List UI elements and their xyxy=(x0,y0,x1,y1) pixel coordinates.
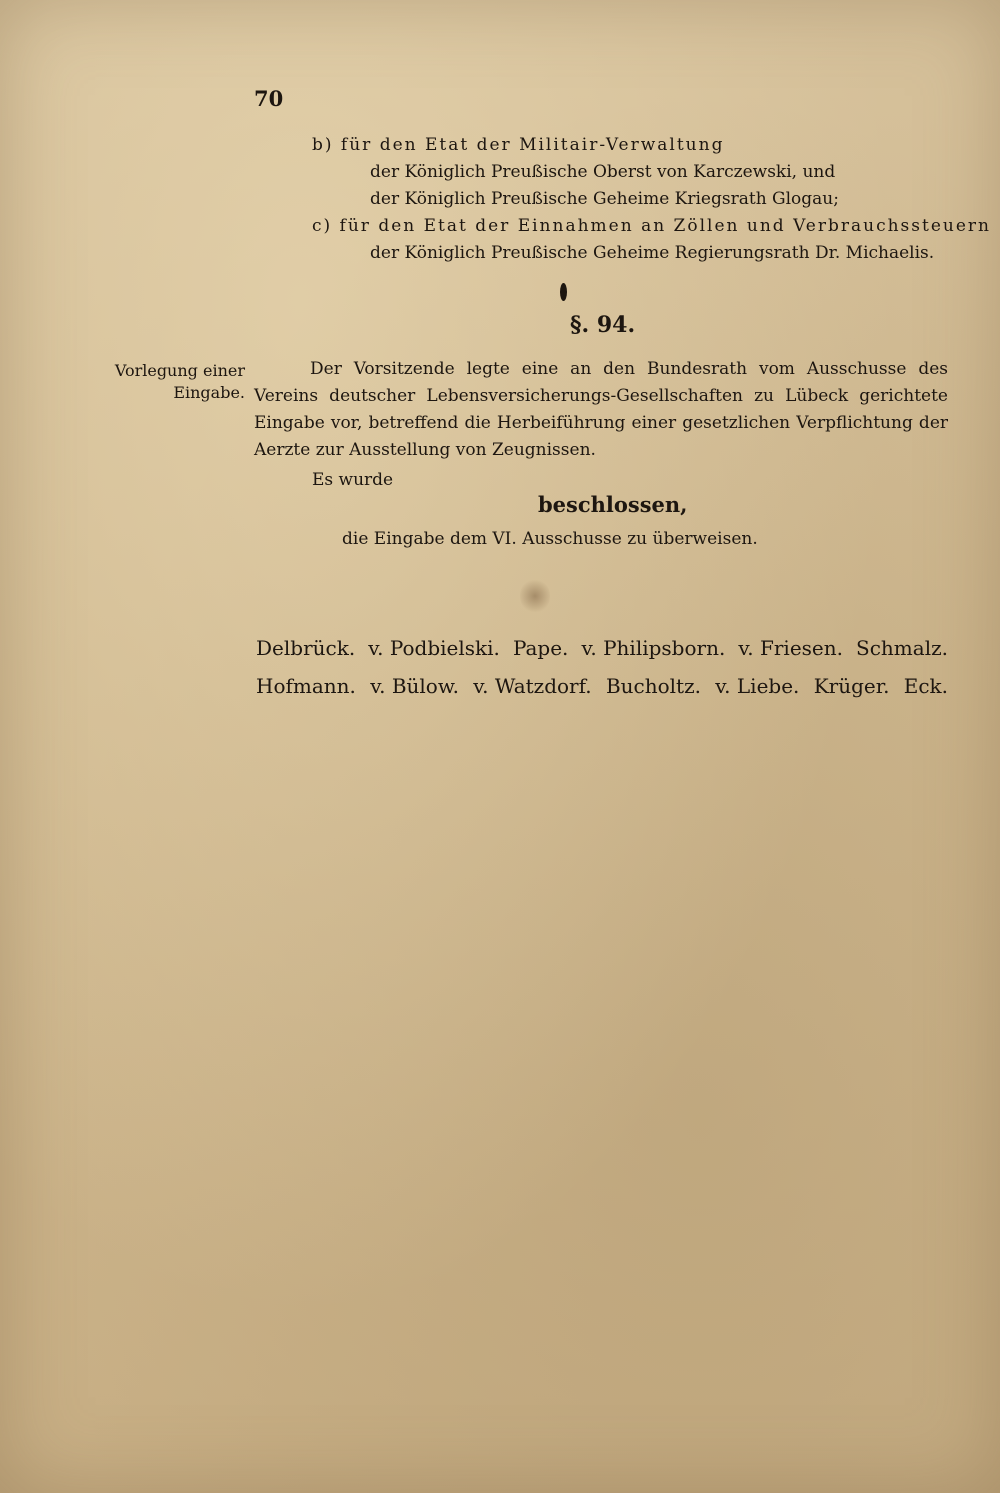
signature: Krüger. xyxy=(813,674,890,698)
ink-mark xyxy=(560,283,567,301)
page-number: 70 xyxy=(254,86,284,111)
margin-note: Vorlegung einer Eingabe. xyxy=(114,361,245,402)
paragraph-text: Der Vorsitzende legte eine an den Bundesrath vom Ausschusse des Vereins deutscher Lebensversicherungs-Gesellschaften zu Lübeck gerichtete Eingabe vor, betreffend die Herbeiführung einer gesetzlichen Verpflichtung der Aerzte zur Ausstellung von Zeugnissen. xyxy=(254,359,948,460)
section-paragraph xyxy=(254,356,948,464)
section-heading: §. 94. xyxy=(570,312,636,338)
estimate-b-commissioner-1: der Königlich Preußische Oberst von Karczewski, und xyxy=(370,162,836,182)
es-wurde-text: Es wurde xyxy=(312,470,394,490)
estimate-c-commissioner-1: der Königlich Preußische Geheime Regierungsrath Dr. Michaelis. xyxy=(370,243,935,263)
signature: v. Watzdorf. xyxy=(473,674,592,698)
signature: v. Liebe. xyxy=(715,674,800,698)
ink-blot xyxy=(520,578,550,614)
signature: v. Philipsborn. xyxy=(581,636,726,660)
signature: Pape. xyxy=(512,636,569,660)
resolved-heading: beschlossen, xyxy=(538,492,688,517)
signature: v. Friesen. xyxy=(738,636,843,660)
signature: Delbrück. xyxy=(256,636,356,660)
signature: Bucholtz. xyxy=(605,674,701,698)
resolution-text: die Eingabe dem VI. Ausschusse zu überweisen. xyxy=(342,529,758,549)
signature: Schmalz. xyxy=(856,636,948,660)
estimate-c-line: c) für den Etat der Einnahmen an Zöllen und Verbrauchssteuern xyxy=(312,216,991,236)
estimate-b-line: b) für den Etat der Militair-Verwaltung xyxy=(312,135,725,155)
signature-row-2 xyxy=(256,674,948,698)
signature: Eck. xyxy=(903,674,948,698)
signature: v. Podbielski. xyxy=(368,636,500,660)
signature: v. Bülow. xyxy=(370,674,459,698)
signature: Hofmann. xyxy=(256,674,356,698)
signature-row-1 xyxy=(256,636,948,660)
estimate-b-commissioner-2: der Königlich Preußische Geheime Kriegsrath Glogau; xyxy=(370,189,839,209)
